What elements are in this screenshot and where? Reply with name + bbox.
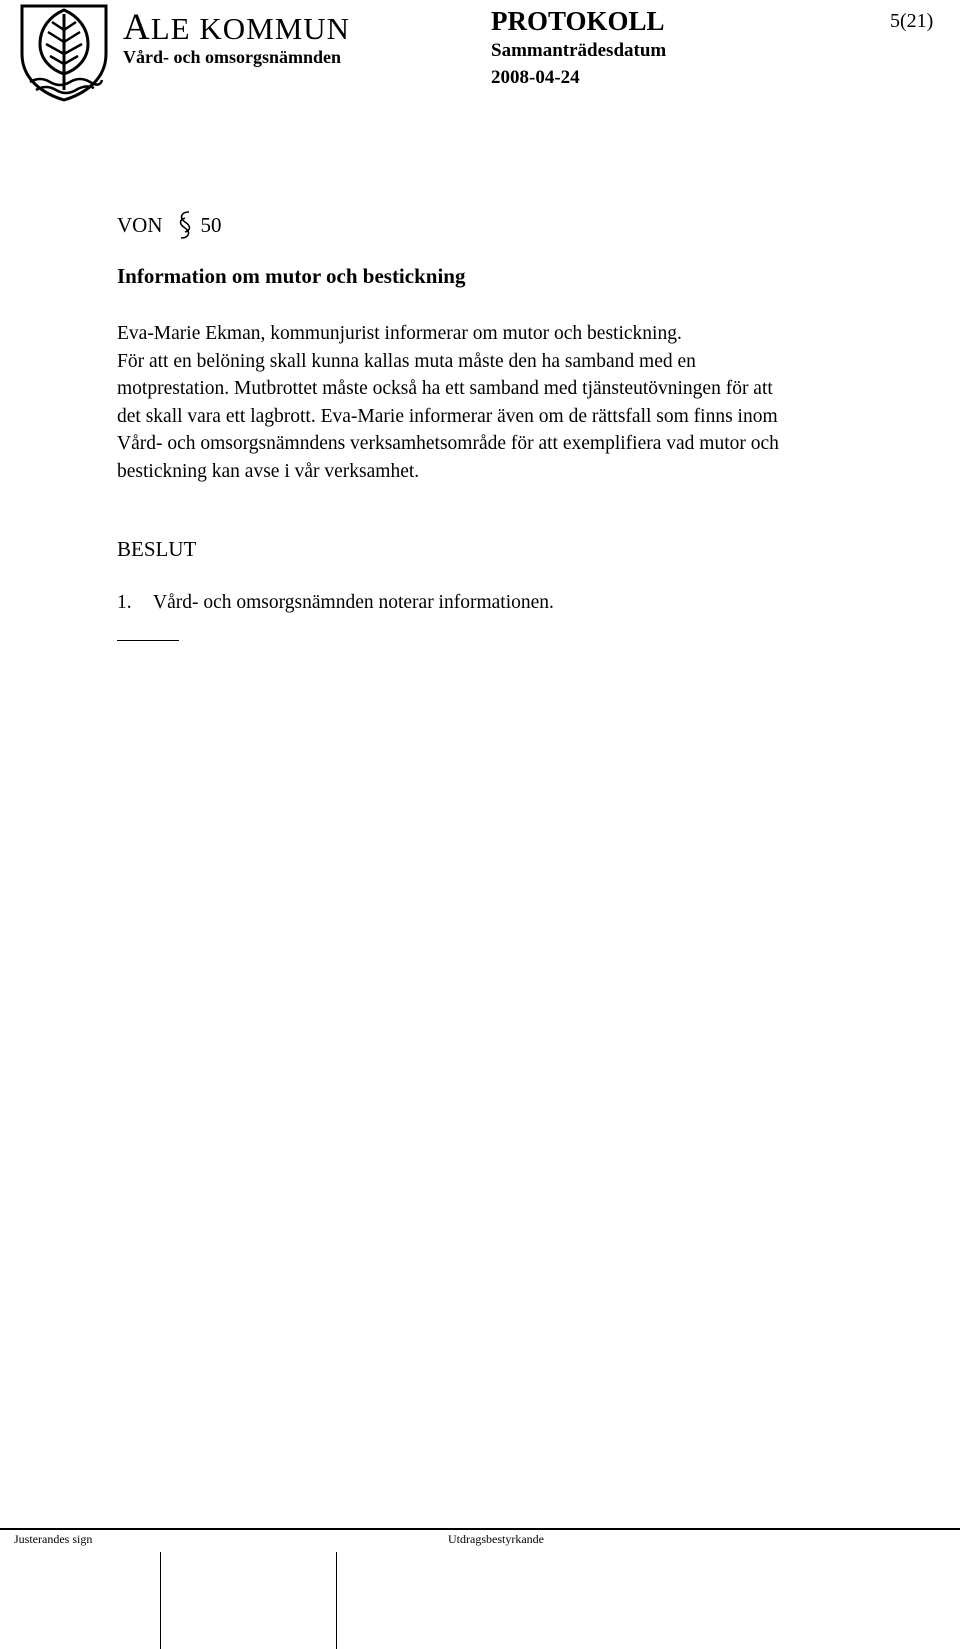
- department-name: Vård- och omsorgsnämnden: [123, 47, 342, 67]
- section-reference: [117, 210, 222, 240]
- decision-heading: BESLUT: [117, 537, 197, 561]
- section-prefix: VON: [117, 213, 163, 237]
- section-body: [117, 320, 937, 485]
- certification-label: Utdragsbestyrkande: [448, 1532, 544, 1546]
- organization-name: [123, 6, 350, 49]
- signature-label: Justerandes sign: [14, 1532, 93, 1546]
- footer-divider: [0, 1528, 960, 1530]
- organization-name-initial: A: [123, 7, 151, 48]
- signature-box-divider: [336, 1552, 337, 1649]
- document-type: PROTOKOLL: [491, 6, 665, 36]
- body-line: Eva-Marie Ekman, kommunjurist informerar om mutor och bestickning.: [117, 323, 682, 344]
- section-sign-icon: [171, 210, 199, 240]
- decision-item-text: Vård- och omsorgsnämnden noterar informationen.: [153, 592, 554, 613]
- body-line: motprestation. Mutbrottet måste också ha ett samband med tjänsteutövningen för att: [117, 378, 773, 399]
- meeting-date-value: 2008-04-24: [491, 67, 580, 88]
- body-line: Vård- och omsorgsnämndens verksamhetsområde för att exemplifiera vad mutor och: [117, 433, 779, 454]
- body-line: För att en belöning skall kunna kallas muta måste den ha samband med en: [117, 350, 696, 372]
- signature-box-divider: [160, 1552, 161, 1649]
- body-line: bestickning kan avse i vår verksamhet.: [117, 460, 420, 482]
- page-number: 5(21): [890, 10, 934, 32]
- end-of-section-rule: [117, 640, 179, 641]
- section-number: 50: [200, 213, 222, 237]
- body-line: det skall vara ett lagbrott. Eva-Marie informerar även om de rättsfall som finns inom: [117, 405, 778, 427]
- section-heading: Information om mutor och bestickning: [117, 264, 466, 288]
- decision-item: [117, 592, 554, 614]
- ale-kommun-logo-icon: [18, 2, 110, 102]
- decision-item-number: 1.: [117, 592, 132, 613]
- organization-name-rest: LE KOMMUN: [150, 11, 351, 46]
- meeting-date-label: Sammanträdesdatum: [491, 40, 667, 61]
